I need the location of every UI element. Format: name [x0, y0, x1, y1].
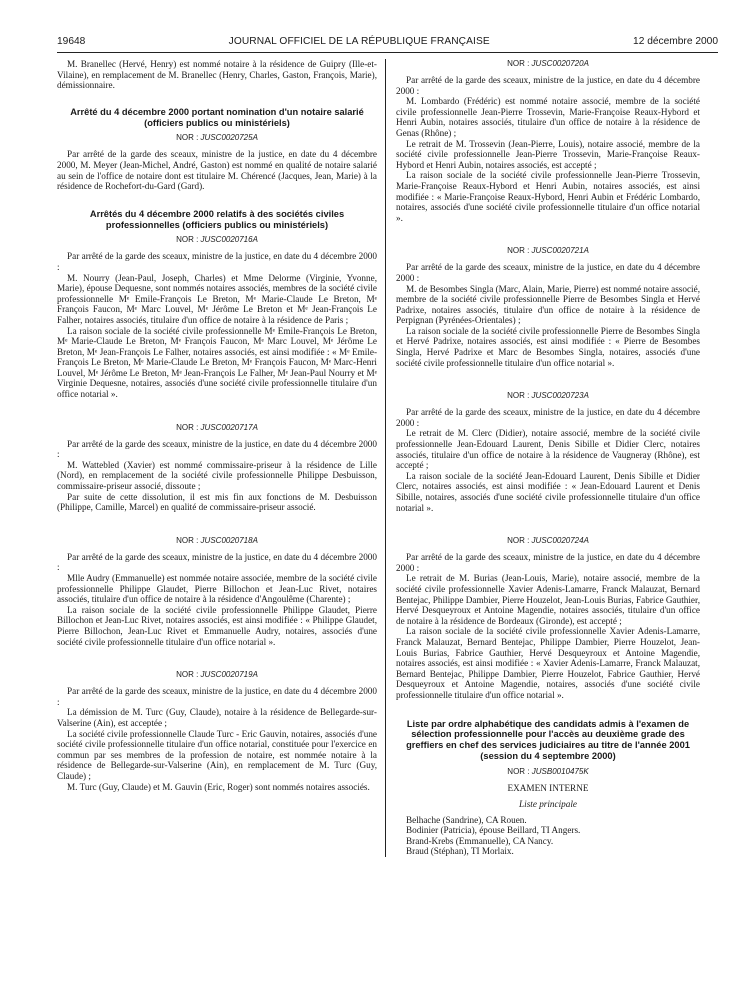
section-title: Liste par ordre alphabétique des candidats admis à l'examen de sélection professionnelle pour l'accès au deuxième grade des greffiers en chef des services judiciaires au titre de l'année 2001 (session du 4 septembre 2000): [406, 718, 690, 761]
paragraph: Mlle Audry (Emmanuelle) est nommée notaire associée, membre de la société civile professionnelle Philippe Glaudet, Pierre Billochon et Jean-Luc Rivet, notaires associés, titulaire d'un office de notaire à la résidence d'Angoulême (Charente) ;: [57, 573, 377, 605]
nor-reference: NOR : JUSC0020725A: [176, 133, 258, 143]
paragraph: Par arrêté de la garde des sceaux, ministre de la justice, en date du 4 décembre 2000 :: [57, 438, 377, 460]
paragraph: Par arrêté de la garde des sceaux, ministre de la justice, en date du 4 décembre 2000 :: [396, 75, 700, 96]
paragraph: La raison sociale de la société civile professionnelle Jean-Pierre Trossevin, Marie-Françoise Reaux-Hybord et Henri Aubin, notaires associés, est ainsi modifiée : « Marie-Françoise Reaux-Hybord, Henri Aubin et Frédéric Lombardo, notaires, associés d'une société civile professionnelle titulaire d'un office notarial ».: [396, 170, 700, 223]
paragraph: M. Nourry (Jean-Paul, Joseph, Charles) et Mme Delorme (Virginie, Yvonne, Marie), épouse Dequesne, sont nommés notaires associés, membres de la société civile professionnelle Mᵉ Emile-François Le Breton, Mᵉ Marie-Claude Le Breton, Mᵉ François Faucon, Mᵉ Marc Louvel, Mᵉ Jérôme Le Breton et Mᵉ Jean-François Le Falher, notaires associés, titulaire d'un office de notaire à la résidence de Paris ;: [57, 272, 377, 325]
list-item: Belhache (Sandrine), CA Rouen.: [406, 814, 527, 825]
page-header: [57, 36, 718, 53]
list-item: Brand-Krebs (Emmanuelle), CA Nancy.: [406, 835, 554, 846]
list-heading: Liste principale: [519, 798, 577, 809]
nor-reference: NOR : JUSC0020723A: [507, 391, 589, 401]
right-column: [396, 59, 700, 857]
paragraph: La société civile professionnelle Claude Turc - Eric Gauvin, notaires, associés d'une société civile professionnelle titulaire d'un office notarial, constituée pour l'exercice en commun par ses membres de la profession de notaire, est nommée notaire à la résidence de Bellegarde-sur-Valserine (Ain), en remplacement de M. Turc (Guy, Claude) ;: [57, 728, 377, 781]
list-item: Braud (Stéphan), TI Morlaix.: [406, 846, 514, 857]
section-title: Arrêté du 4 décembre 2000 portant nomination d'un notaire salarié (officiers publics ou ministériels): [70, 106, 364, 128]
paragraph: Par arrêté de la garde des sceaux, ministre de la justice, en date du 4 décembre 2000 :: [57, 251, 377, 272]
nor-reference: NOR : JUSB0010475K: [507, 766, 589, 776]
journal-title: JOURNAL OFFICIEL DE LA RÉPUBLIQUE FRANÇAISE: [228, 36, 490, 47]
exam-heading: EXAMEN INTERNE: [507, 782, 589, 793]
columns: [57, 59, 718, 857]
paragraph: Par arrêté de la garde des sceaux, ministre de la justice, en date du 4 décembre 2000 :: [57, 551, 377, 573]
paragraph: La raison sociale de la société civile professionnelle Philippe Glaudet, Pierre Billochon et Jean-Luc Rivet, notaires associés, est ainsi modifiée : « Philippe Glaudet, Pierre Billochon, Jean-Luc Rivet et Emmanuelle Audry, notaires, associés d'une société civile professionnelle titulaire d'un office notarial ».: [57, 604, 377, 647]
section-title: Arrêtés du 4 décembre 2000 relatifs à des sociétés civiles professionnelles (officiers publics ou ministériels): [89, 208, 345, 230]
paragraph: La raison sociale de la société civile professionnelle Pierre de Besombes Singla et Hervé Padrixe, notaires associés, est ainsi modifiée : « Pierre de Besombes Singla, Hervé Padrixe et Marc de Besombes Singla, notaires, associés d'une société civile professionnelle titulaire d'un office notarial ».: [396, 325, 700, 368]
column-divider: [385, 59, 386, 857]
paragraph: M. de Besombes Singla (Marc, Alain, Marie, Pierre) est nommé notaire associé, membre de la société civile professionnelle Pierre de Besombes Singla et Hervé Padrixe, notaires associés, titulaire d'un office de notaire à la résidence de Perpignan (Pyrénées-Orientales) ;: [396, 283, 700, 326]
nor-reference: NOR : JUSC0020718A: [176, 535, 258, 545]
nor-reference: NOR : JUSC0020720A: [507, 59, 589, 68]
paragraph: Par suite de cette dissolution, il est mis fin aux fonctions de M. Desbuisson (Philippe, Camille, Marcel) en qualité de commissaire-priseur associé.: [57, 491, 377, 513]
paragraph: M. Wattebled (Xavier) est nommé commissaire-priseur à la résidence de Lille (Nord), en remplacement de la société civile professionnelle Philippe Desbuisson, commissaire-priseur associé, dissoute ;: [57, 459, 377, 492]
paragraph: Le retrait de M. Trossevin (Jean-Pierre, Louis), notaire associé, membre de la société civile professionnelle Jean-Pierre Trossevin, Marie-Françoise Reaux-Hybord et Henri Aubin, notaires associés, est accepté ;: [396, 138, 700, 170]
paragraph: Le retrait de M. Clerc (Didier), notaire associé, membre de la société civile professionnelle Jean-Edouard Laurent, Denis Sibille et Didier Clerc, notaires associés, titulaire d'un office de notaire à la résidence de Vaugneray (Rhône), est accepté ;: [396, 428, 700, 471]
paragraph: Par arrêté de la garde des sceaux, ministre de la justice, en date du 4 décembre 2000 :: [396, 552, 700, 573]
paragraph: La raison sociale de la société civile professionnelle Xavier Adenis-Lamarre, Franck Malauzat, Bernard Bentejac, Philippe Dambier, Pierre Houzelot, Jean-Louis Burias, Fabrice Gauthier, Hervé Desqueyroux et Antoine Magendie, notaires associés, est ainsi modifiée : « Xavier Adenis-Lamarre, Franck Malauzat, Bernard Bentejac, Philippe Dambier, Pierre Houzelot, Fabrice Gauthier, Hervé Desqueyroux et Antoine Magendie, notaires, associés d'une société civile professionnelle titulaire d'un office notarial ».: [396, 626, 700, 700]
nor-reference: NOR : JUSC0020719A: [176, 670, 258, 680]
page-number: 19648: [57, 36, 86, 47]
paragraph: Par arrêté de la garde des sceaux, ministre de la justice, en date du 4 décembre 2000 :: [396, 407, 700, 428]
paragraph: Le retrait de M. Burias (Jean-Louis, Marie), notaire associé, membre de la société civile professionnelle Xavier Adenis-Lamarre, Franck Malauzat, Bernard Bentejac, Philippe Dambier, Pierre Houzelot, Jean-Louis Burias, Fabrice Gauthier, Hervé Desqueyroux et Antoine Magendie, notaires associés, titulaire d'un office de notaire à la résidence de Bordeaux (Gironde), est accepté ;: [396, 573, 700, 626]
list-item: Bodinier (Patricia), épouse Beillard, TI Angers.: [406, 825, 581, 836]
paragraph: M. Turc (Guy, Claude) et M. Gauvin (Eric, Roger) sont nommés notaires associés.: [67, 781, 370, 792]
left-column: [57, 59, 377, 857]
paragraph: La raison sociale de la société civile professionnelle Mᵉ Emile-François Le Breton, Mᵉ Marie-Claude Le Breton, Mᵉ François Faucon, Mᵉ Marc Louvel, Mᵉ Jérôme Le Breton, Mᵉ Jean-François Le Falher, notaires associés, est ainsi modifiée : « Mᵉ Emile-François Le Breton, Mᵉ Marie-Claude Le Breton, Mᵉ François Faucon, Mᵉ Marc-Henri Louvel, Mᵉ Jérôme Le Breton, Mᵉ Jean-François Le Falher, Mᵉ Jean-Paul Nourry et Mᵉ Virginie Dequesne, notaires, associés d'une société civile professionnelle titulaire d'un office notarial ».: [57, 325, 377, 400]
paragraph: La raison sociale de la société Jean-Edouard Laurent, Denis Sibille et Didier Clerc, notaires associés, est ainsi modifiée : « Jean-Edouard Laurent et Denis Sibille, notaires, associés d'une société civile professionnelle titulaire d'un office notarial ».: [396, 470, 700, 513]
nor-reference: NOR : JUSC0020716A: [176, 235, 258, 245]
paragraph: Par arrêté de la garde des sceaux, ministre de la justice, en date du 4 décembre 2000, M. Meyer (Jean-Michel, André, Gaston) est nommé en qualité de notaire salarié au sein de l'office de notaire dont est titulaire M. Chérencé (Jacques, Jean, Marie) à la résidence de Rochefort-du-Gard (Gard).: [57, 149, 377, 192]
nor-reference: NOR : JUSC0020724A: [507, 536, 589, 546]
paragraph: La démission de M. Turc (Guy, Claude), notaire à la résidence de Bellegarde-sur-Valserine (Ain), est acceptée ;: [57, 707, 377, 728]
paragraph: M. Lombardo (Frédéric) est nommé notaire associé, membre de la société civile professionnelle Jean-Pierre Trossevin, Marie-Françoise Reaux-Hybord et Henri Aubin, notaires associés, titulaire d'un office de notaire à la résidence de Genas (Rhône) ;: [396, 96, 700, 138]
nor-reference: NOR : JUSC0020717A: [176, 422, 258, 432]
issue-date: 12 décembre 2000: [633, 36, 718, 47]
paragraph: Par arrêté de la garde des sceaux, ministre de la justice, en date du 4 décembre 2000 :: [396, 262, 700, 283]
nor-reference: NOR : JUSC0020721A: [507, 246, 589, 256]
intro-paragraph: M. Branellec (Hervé, Henry) est nommé notaire à la résidence de Guipry (Ille-et-Vilaine), en remplacement de M. Branellec (Henry, Charles, Gaston, François, Marie), démissionnaire.: [57, 59, 377, 91]
paragraph: Par arrêté de la garde des sceaux, ministre de la justice, en date du 4 décembre 2000 :: [57, 686, 377, 707]
